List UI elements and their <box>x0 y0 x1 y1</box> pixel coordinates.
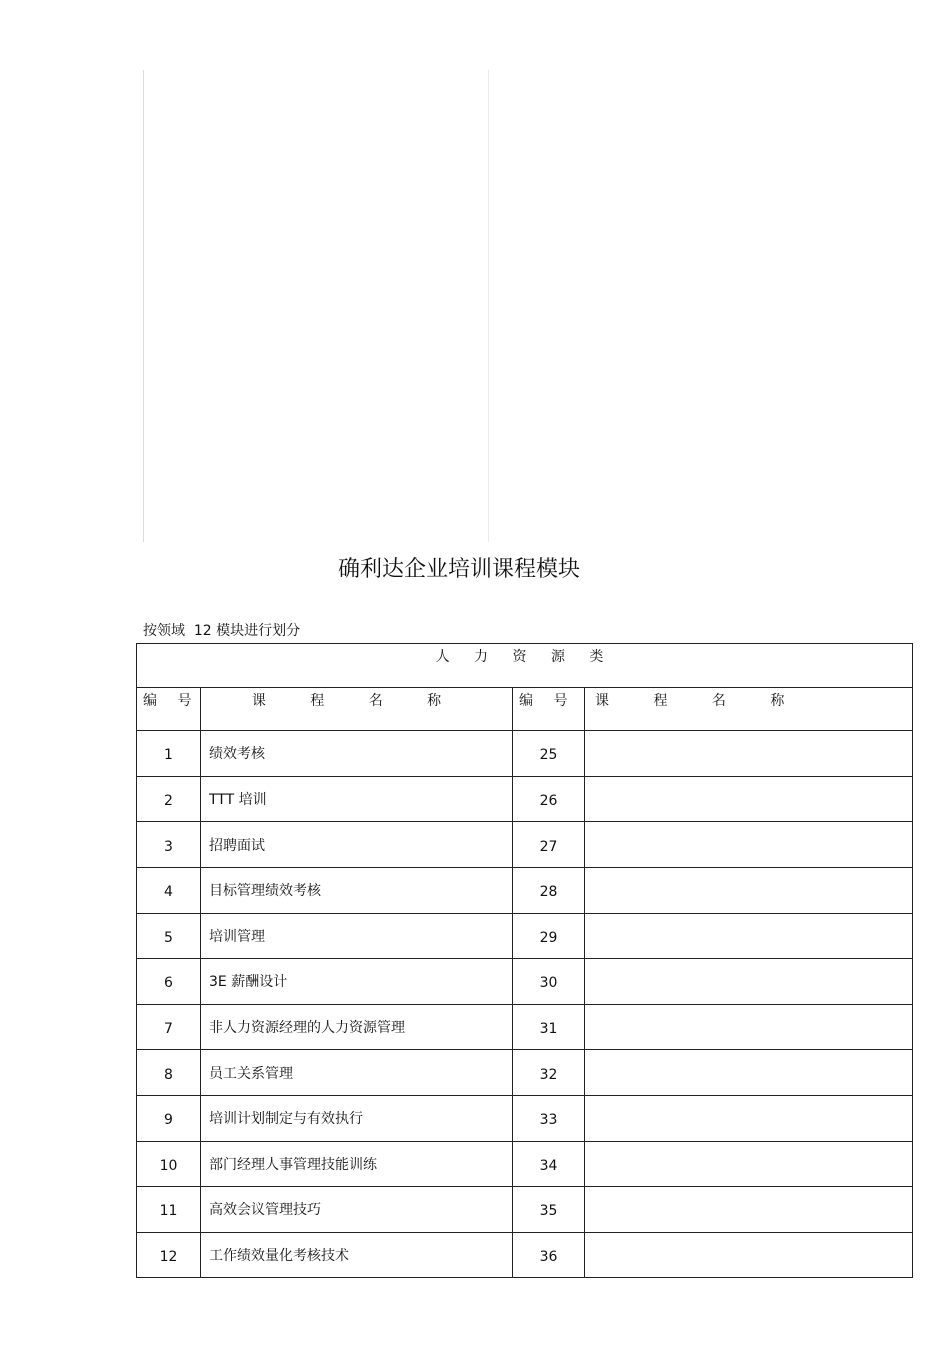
course-number: 2 <box>137 776 201 822</box>
course-number: 9 <box>137 1095 201 1141</box>
category-row <box>137 644 913 688</box>
table-row <box>137 959 913 1005</box>
course-number-right: 28 <box>513 867 585 913</box>
course-name: 培训管理 <box>201 913 513 959</box>
course-name: 非人力资源经理的人力资源管理 <box>201 1004 513 1050</box>
table-row <box>137 1141 913 1187</box>
course-number: 11 <box>137 1187 201 1233</box>
course-name-right <box>585 1095 913 1141</box>
course-number: 6 <box>137 959 201 1005</box>
course-number-right: 31 <box>513 1004 585 1050</box>
course-name-right <box>585 731 913 777</box>
left-margin-rule <box>143 70 144 542</box>
course-number-right: 33 <box>513 1095 585 1141</box>
course-number-right: 36 <box>513 1232 585 1278</box>
course-name-right <box>585 1187 913 1233</box>
course-number: 7 <box>137 1004 201 1050</box>
table-row <box>137 1232 913 1278</box>
course-name-right <box>585 1004 913 1050</box>
course-number: 12 <box>137 1232 201 1278</box>
course-number-right: 26 <box>513 776 585 822</box>
table-row <box>137 1095 913 1141</box>
course-name-right <box>585 1141 913 1187</box>
table-row <box>137 1050 913 1096</box>
header-number-left: 编 号 <box>137 687 201 731</box>
course-name-right <box>585 1050 913 1096</box>
category-title: 人 力 资 源 类 <box>137 644 913 688</box>
table-row <box>137 1004 913 1050</box>
center-margin-rule <box>488 70 489 542</box>
table-row <box>137 776 913 822</box>
course-number: 10 <box>137 1141 201 1187</box>
course-name-right <box>585 1232 913 1278</box>
course-module-table <box>136 643 913 1278</box>
course-number: 1 <box>137 731 201 777</box>
course-name: 目标管理绩效考核 <box>201 867 513 913</box>
header-row <box>137 687 913 731</box>
header-course-name-right: 课 程 名 称 <box>585 687 913 731</box>
course-name: 3E 薪酬设计 <box>201 959 513 1005</box>
document-subtitle: 按领域 12 模块进行划分 <box>143 623 301 639</box>
table-row <box>137 913 913 959</box>
course-name: 员工关系管理 <box>201 1050 513 1096</box>
course-name-right <box>585 913 913 959</box>
course-number-right: 32 <box>513 1050 585 1096</box>
course-number: 5 <box>137 913 201 959</box>
course-name: TTT 培训 <box>201 776 513 822</box>
course-number-right: 25 <box>513 731 585 777</box>
table-row <box>137 731 913 777</box>
course-name: 绩效考核 <box>201 731 513 777</box>
document-title: 确利达企业培训课程模块 <box>337 557 580 582</box>
course-name: 部门经理人事管理技能训练 <box>201 1141 513 1187</box>
course-number: 3 <box>137 822 201 868</box>
course-name-right <box>585 867 913 913</box>
course-number: 8 <box>137 1050 201 1096</box>
course-name: 高效会议管理技巧 <box>201 1187 513 1233</box>
course-number-right: 35 <box>513 1187 585 1233</box>
course-number-right: 27 <box>513 822 585 868</box>
table-row <box>137 867 913 913</box>
course-name-right <box>585 776 913 822</box>
course-name-right <box>585 822 913 868</box>
header-number-right: 编 号 <box>513 687 585 731</box>
course-number-right: 34 <box>513 1141 585 1187</box>
table-row <box>137 822 913 868</box>
header-course-name-left: 课 程 名 称 <box>201 687 513 731</box>
course-name-right <box>585 959 913 1005</box>
course-name: 培训计划制定与有效执行 <box>201 1095 513 1141</box>
course-name: 招聘面试 <box>201 822 513 868</box>
course-number-right: 29 <box>513 913 585 959</box>
table-row <box>137 1187 913 1233</box>
course-name: 工作绩效量化考核技术 <box>201 1232 513 1278</box>
course-number-right: 30 <box>513 959 585 1005</box>
course-number: 4 <box>137 867 201 913</box>
